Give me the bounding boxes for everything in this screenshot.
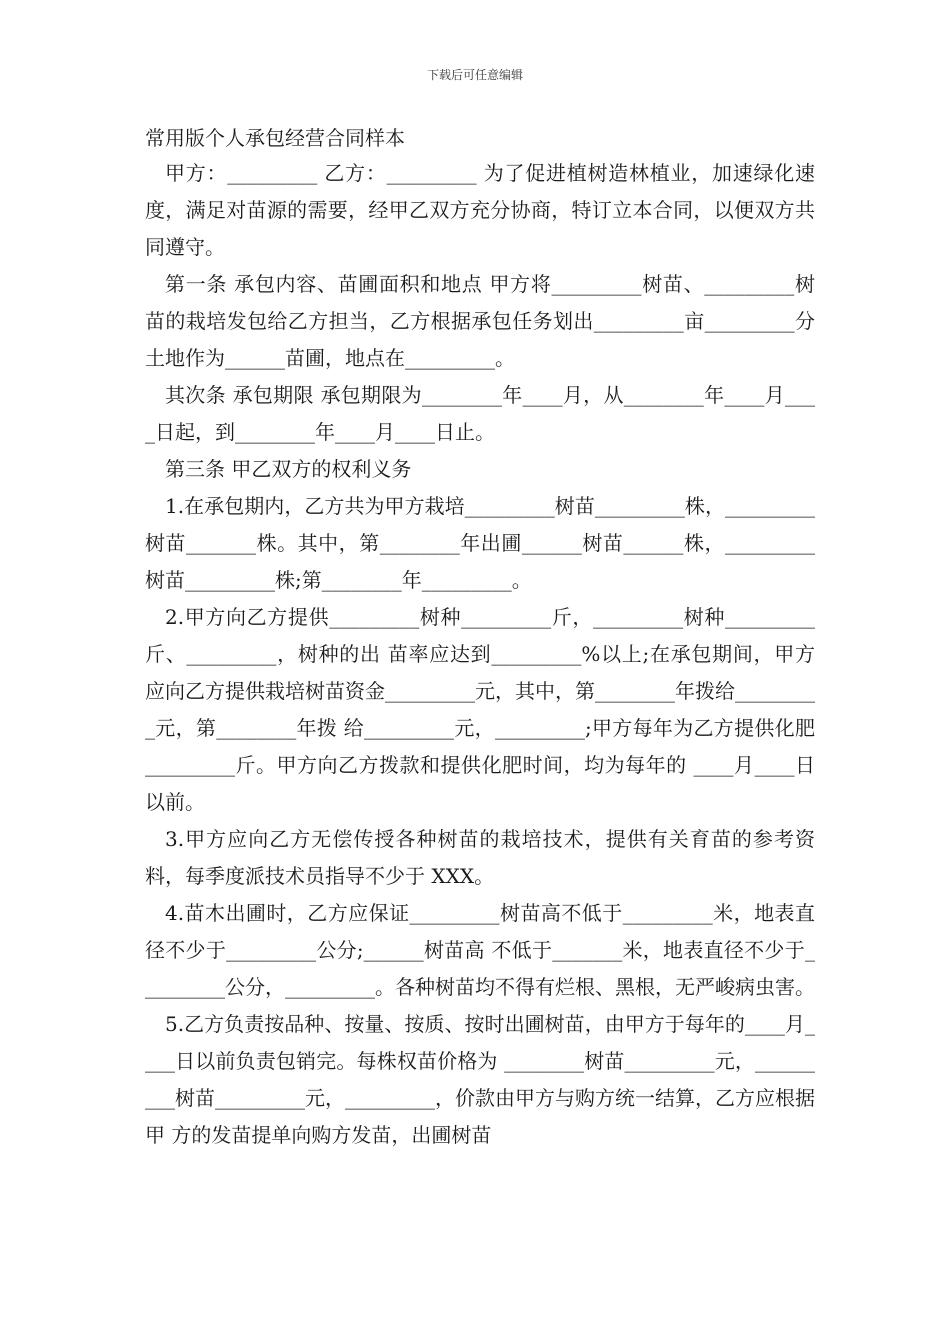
paragraph-article-1: 第一条 承包内容、苗圃面积和地点 甲方将_________树苗、_________树苗的栽培发包给乙方担当，乙方根据承包任务划出_________亩_________分土地作为______苗圃，地点在_________。	[145, 272, 815, 370]
paragraph-article-3-heading: 第三条 甲乙双方的权利义务	[165, 457, 412, 481]
paragraph-clause-4: 4.苗木出圃时，乙方应保证_________树苗高不低于_________米，地表直径不少于_________公分;______树苗高 不低于_______米，地表直径不少于_________公分，_________。各种树苗均不得有烂根、黑根，无严峻病虫害。	[145, 901, 815, 999]
paragraph-clause-5: 5.乙方负责按品种、按量、按质、按时出圃树苗，由甲方于每年的____月____日以前负责包销完。每株权苗价格为 ________树苗_________元，_________树苗_________元，_________，价款由甲方与购方统一结算，乙方应根据甲 方的发苗提单向购方发苗，出圃树苗	[145, 1012, 815, 1147]
page-header-note: 下载后可任意编辑	[426, 68, 523, 82]
paragraph-clause-2: 2.甲方向乙方提供_________树种_________斤，_________树种_________斤、_________，树种的出 苗率应达到_________%以上;在承包期间，甲方应向乙方提供栽培树苗资金_________元，其中，第________年拨给_________元，第________年拨 给_________元，_________;甲方每年为乙方提供化肥_________斤。甲方向乙方拨款和提供化肥时间，均为每年的 ____月____日以前。	[145, 605, 815, 814]
paragraph-clause-3: 3.甲方应向乙方无偿传授各种树苗的栽培技术，提供有关育苗的参考资料，每季度派技术员指导不少于 XXX。	[145, 827, 815, 888]
paragraph-article-2: 其次条 承包期限 承包期限为________年____月，从________年____月____日起，到________年____月____日止。	[145, 383, 815, 444]
document-title: 常用版个人承包经营合同样本	[145, 126, 405, 150]
paragraph-preamble: 甲方：_________ 乙方：_________ 为了促进植树造林植业，加速绿化速度，满足对苗源的需要，经甲乙双方充分协商，特订立本合同，以便双方共同遵守。	[145, 161, 815, 259]
paragraph-clause-1: 1.在承包期内，乙方共为甲方栽培_________树苗_________株，_________树苗_______株。其中，第________年出圃______树苗______株，_________树苗_________株;第________年_________。	[145, 494, 815, 592]
contract-document	[145, 123, 815, 1154]
